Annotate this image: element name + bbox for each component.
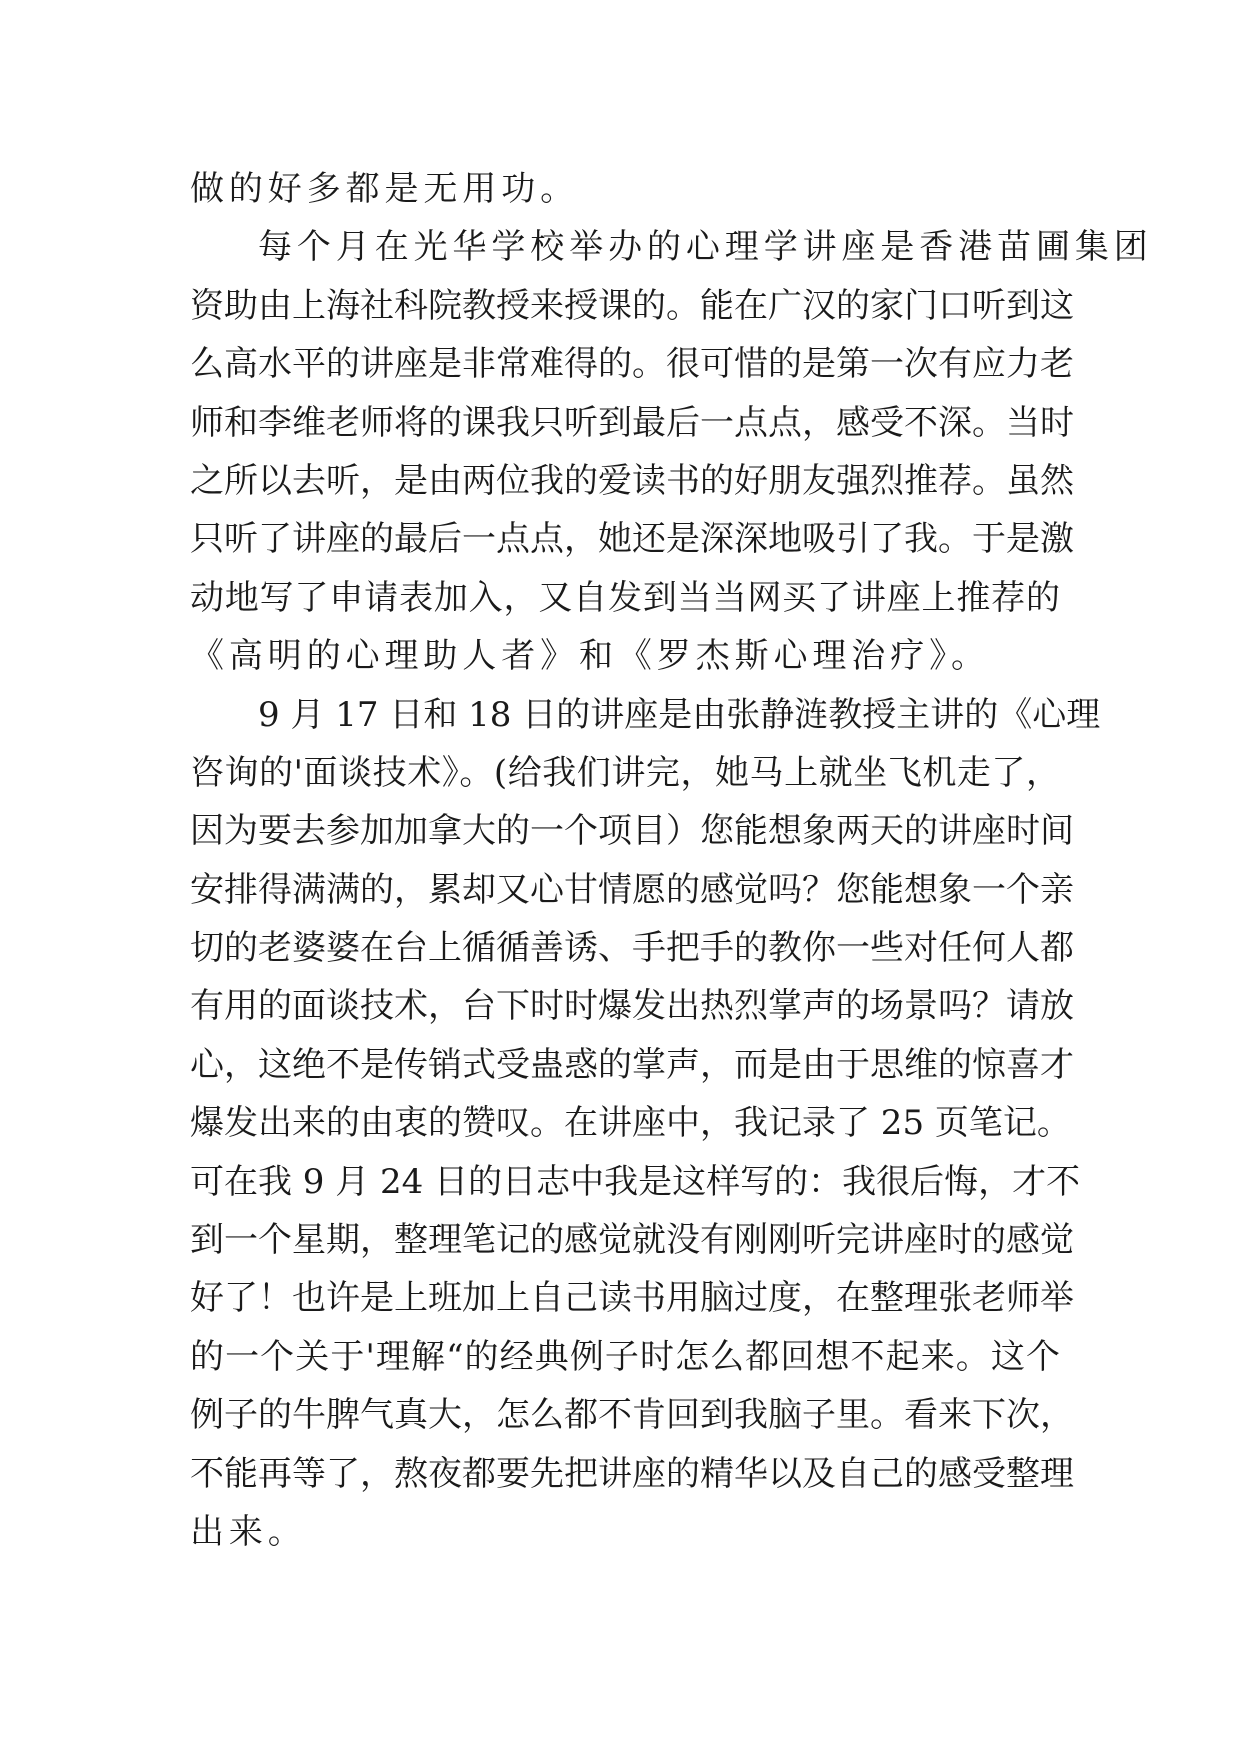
text-line: 咨询的'面谈技术》。(给我们讲完，她马上就坐飞机走了， xyxy=(190,752,1060,793)
text-line: 动地写了申请表加入，又自发到当当网买了讲座上推荐的 xyxy=(190,577,1060,618)
text-line: 出来。 xyxy=(190,1511,307,1552)
text-line: 因为要去参加加拿大的一个项目）您能想象两天的讲座时间 xyxy=(190,811,1074,852)
text-line: 心，这绝不是传销式受蛊惑的掌声，而是由于思维的惊喜才 xyxy=(190,1044,1074,1085)
paragraph-start-line: 每个月在光华学校举办的心理学讲座是香港苗圃集团 xyxy=(258,227,1153,268)
text-line: 师和李维老师将的课我只听到最后一点点，感受不深。当时 xyxy=(190,402,1074,443)
text-line: 切的老婆婆在台上循循善诱、手把手的教你一些对任何人都 xyxy=(190,928,1074,969)
document-page xyxy=(190,160,1153,1561)
text-line: 爆发出来的由衷的赞叹。在讲座中，我记录了 25 页笔记。 xyxy=(190,1103,1071,1144)
text-line: 好了！也许是上班加上自己读书用脑过度，在整理张老师举 xyxy=(190,1278,1074,1319)
text-line: 之所以去听，是由两位我的爱读书的好朋友强烈推荐。虽然 xyxy=(190,460,1074,501)
text-line: 资助由上海社科院教授来授课的。能在广汉的家门口听到这 xyxy=(190,285,1074,326)
text-line: 可在我 9 月 24 日的日志中我是这样写的：我很后悔，才不 xyxy=(190,1161,1081,1202)
text-line: 安排得满满的，累却又心甘情愿的感觉吗？您能想象一个亲 xyxy=(190,869,1074,910)
text-line: 例子的牛脾气真大，怎么都不肯回到我脑子里。看来下次， xyxy=(190,1395,1074,1436)
text-line: 《高明的心理助人者》和《罗杰斯心理治疗》。 xyxy=(190,636,990,677)
text-line: 么高水平的讲座是非常难得的。很可惜的是第一次有应力老 xyxy=(190,344,1074,385)
text-line: 不能再等了，熬夜都要先把讲座的精华以及自己的感受整理 xyxy=(190,1453,1074,1494)
text-line: 到一个星期，整理笔记的感觉就没有刚刚听完讲座时的感觉 xyxy=(190,1220,1074,1261)
text-line: 只听了讲座的最后一点点，她还是深深地吸引了我。于是激 xyxy=(190,519,1074,560)
text-line: 有用的面谈技术，台下时时爆发出热烈掌声的场景吗？请放 xyxy=(190,986,1074,1027)
text-line: 的一个关于'理解“的经典例子时怎么都回想不起来。这个 xyxy=(190,1336,1060,1377)
paragraph-start-line: 9 月 17 日和 18 日的讲座是由张静涟教授主讲的《心理 xyxy=(258,694,1101,735)
text-line: 做的好多都是无用功。 xyxy=(190,169,579,209)
